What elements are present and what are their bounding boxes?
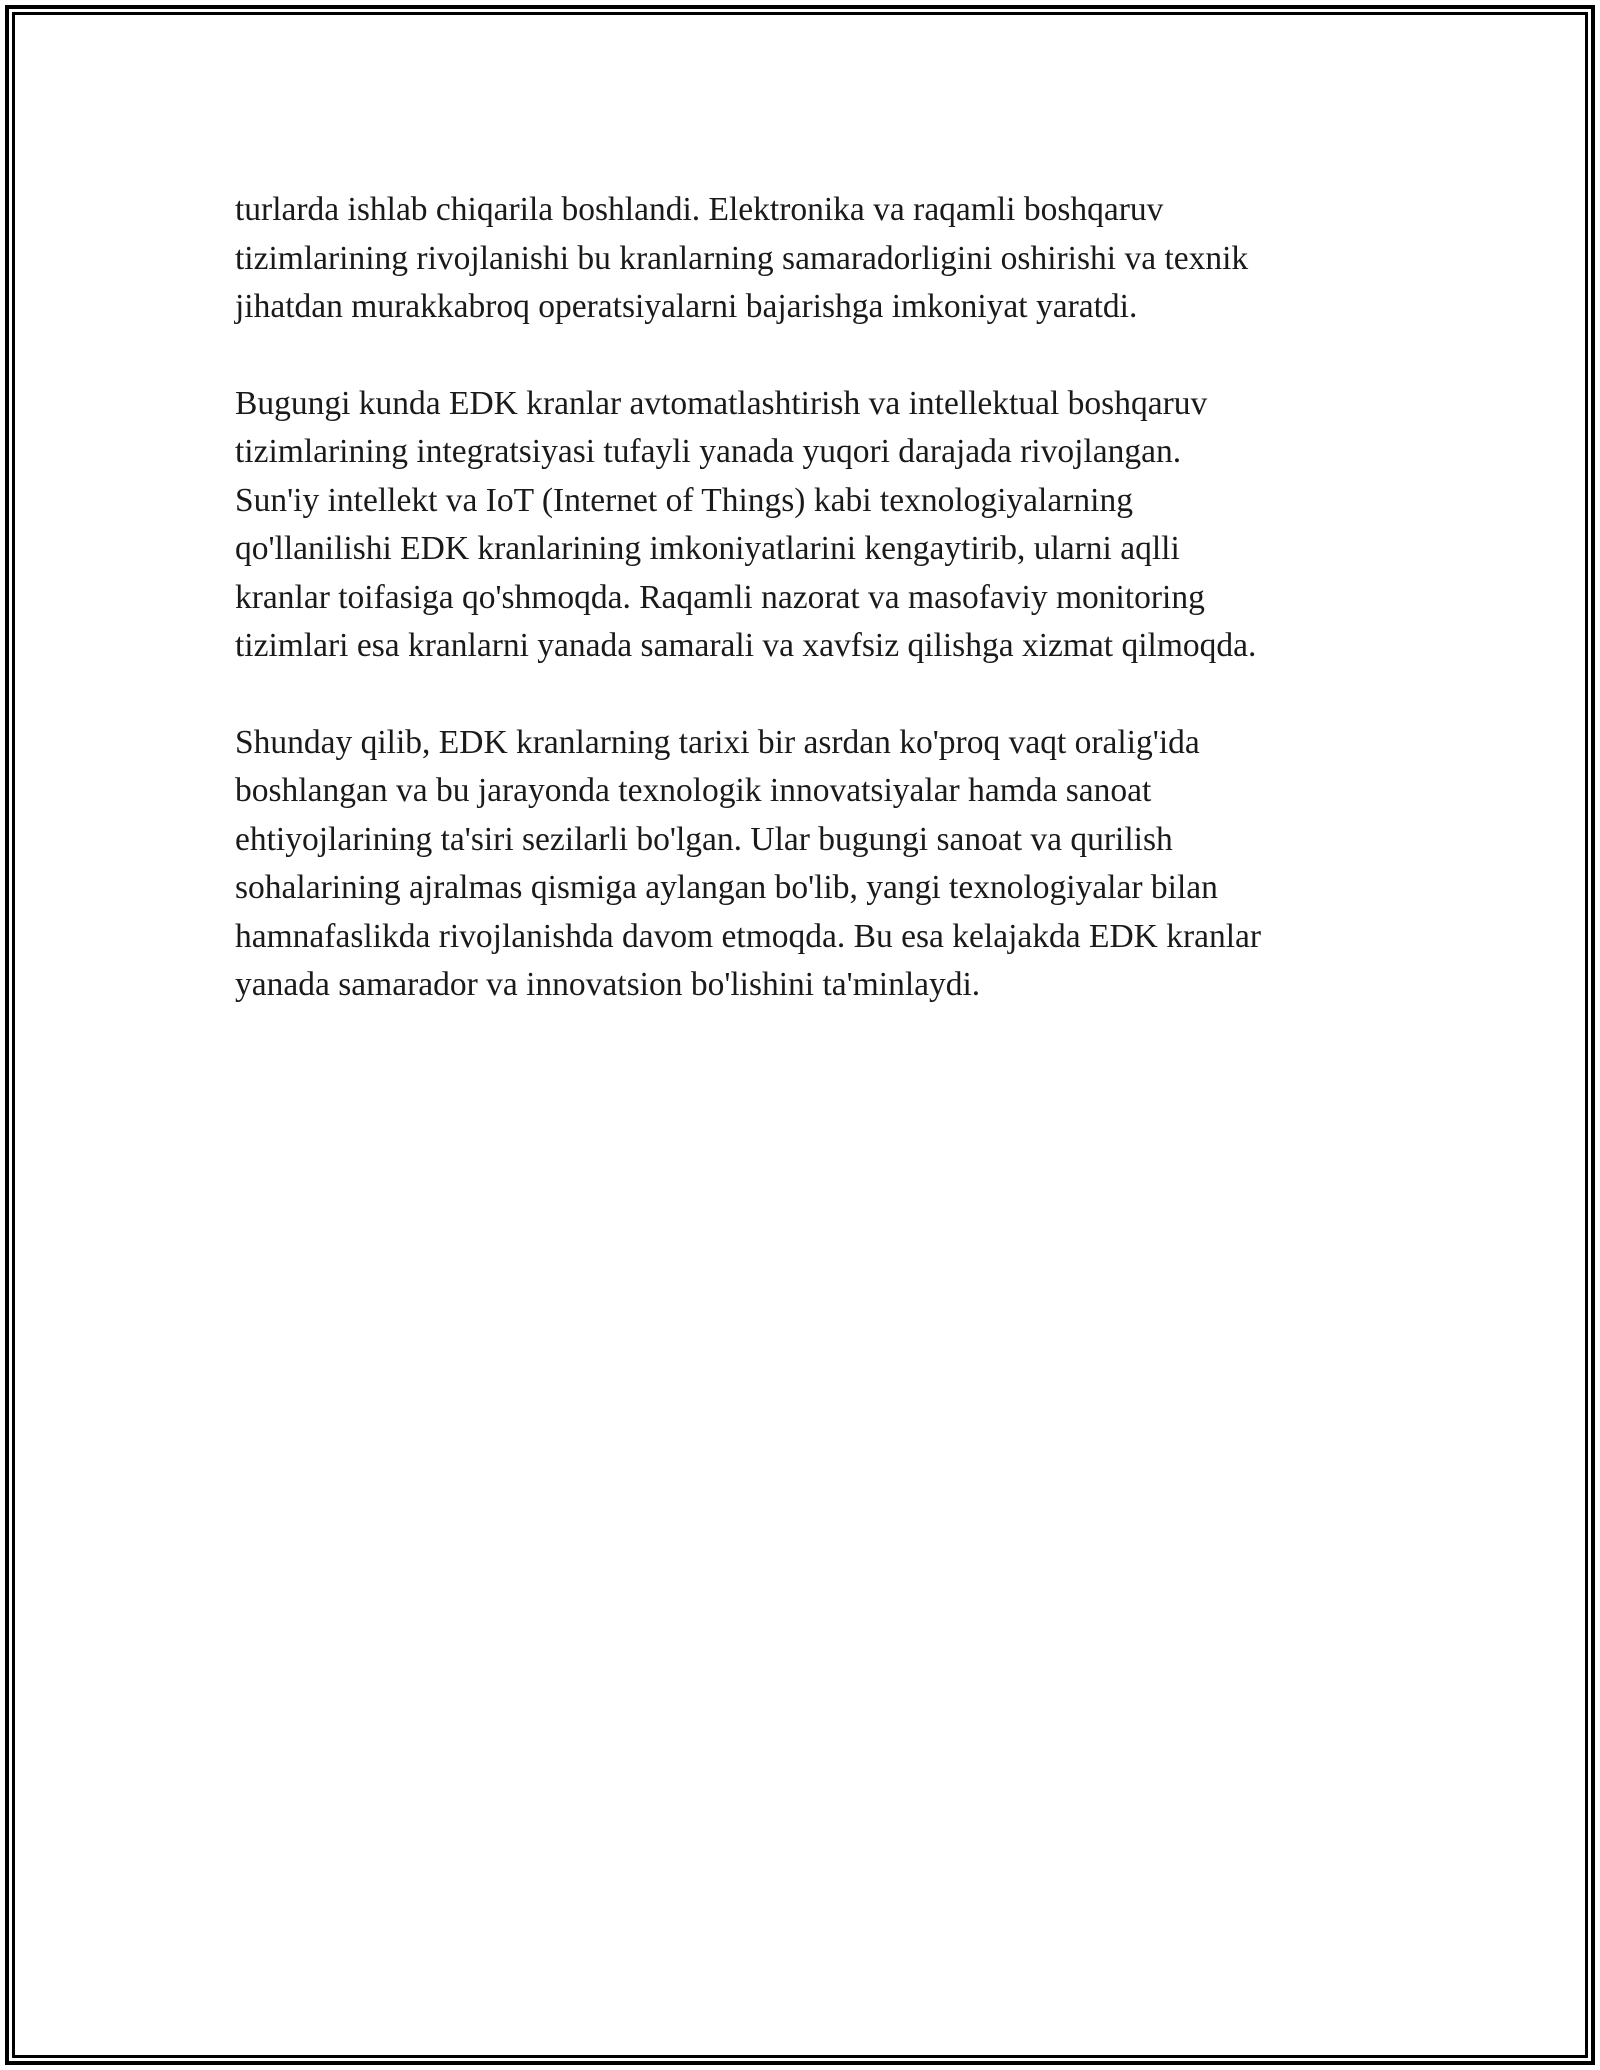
paragraph-line: Shunday qilib, EDK kranlarning tarixi bir asrdan ko'proq vaqt oralig'ida <box>235 723 1200 761</box>
document-body <box>235 186 1435 1058</box>
paragraph-line: qo'llanilishi EDK kranlarining imkoniyatlarini kengaytirib, ularni aqlli <box>235 530 1180 567</box>
paragraph-line: Sun'iy intellekt va IoT (Internet of Things) kabi texnologiyalarning <box>235 481 1133 519</box>
paragraph-3 <box>235 719 1435 1010</box>
paragraph-line: sohalarining ajralmas qismiga aylangan bo'lib, yangi texnologiyalar bilan <box>235 869 1218 906</box>
paragraph-line: boshlangan va bu jarayonda texnologik innovatsiyalar hamda sanoat <box>235 772 1152 809</box>
paragraph-line: tizimlarining integratsiyasi tufayli yanada yuqori darajada rivojlangan. <box>235 433 1182 470</box>
paragraph-2 <box>235 380 1435 671</box>
paragraph-line: hamnafaslikda rivojlanishda davom etmoqda. Bu esa kelajakda EDK kranlar <box>235 917 1262 955</box>
paragraph-line: jihatdan murakkabroq operatsiyalarni bajarishga imkoniyat yaratdi. <box>235 288 1138 325</box>
paragraph-line: Bugungi kunda EDK kranlar avtomatlashtirish va intellektual boshqaruv <box>235 384 1208 422</box>
paragraph-line: ehtiyojlarining ta'siri sezilarli bo'lgan. Ular bugungi sanoat va qurilish <box>235 820 1173 858</box>
paragraph-line: yanada samarador va innovatsion bo'lishini ta'minlaydi. <box>235 966 981 1003</box>
paragraph-line: tizimlari esa kranlarni yanada samarali va xavfsiz qilishga xizmat qilmoqda. <box>235 627 1257 664</box>
paragraph-line: tizimlarining rivojlanishi bu kranlarning samaradorligini oshirishi va texnik <box>235 239 1249 277</box>
paragraph-line: kranlar toifasiga qo'shmoqda. Raqamli nazorat va masofaviy monitoring <box>235 578 1205 616</box>
paragraph-line: turlarda ishlab chiqarila boshlandi. Elektronika va raqamli boshqaruv <box>235 191 1164 228</box>
paragraph-1 <box>235 186 1435 332</box>
